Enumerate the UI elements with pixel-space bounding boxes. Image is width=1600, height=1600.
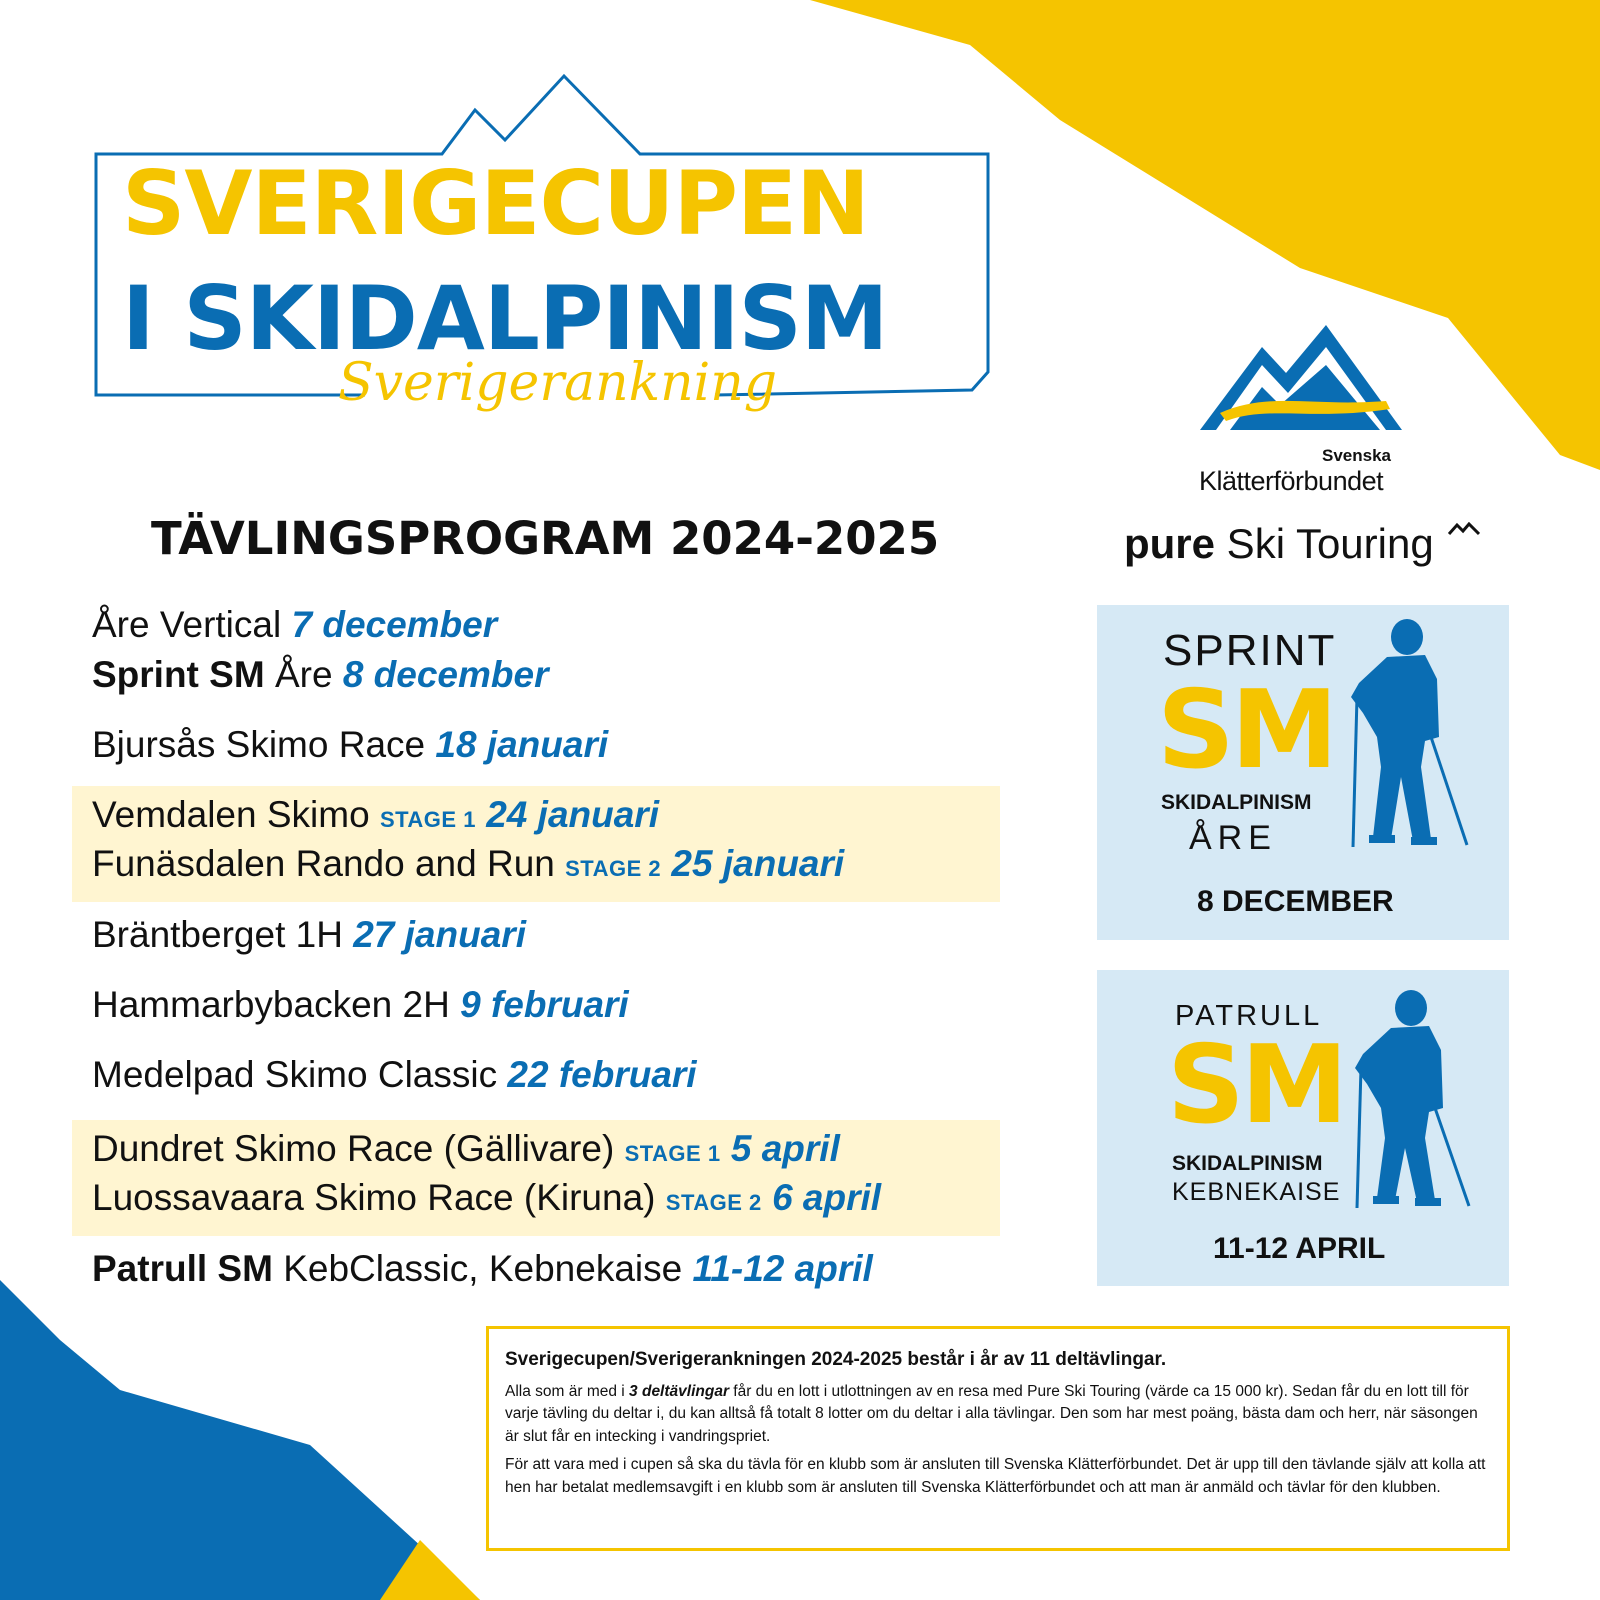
event-item: Bräntberget 1H 27 januari <box>92 914 526 955</box>
card-sport: SKIDALPINISM <box>1161 791 1312 814</box>
skier-icon <box>1329 617 1479 857</box>
info-box <box>486 1326 1510 1551</box>
title-script: Sverigerankning <box>338 353 778 413</box>
title-line-1: SVERIGECUPEN <box>122 152 869 255</box>
title-line-2: I SKIDALPINISM <box>122 267 888 370</box>
card-kind: PATRULL <box>1175 1000 1323 1032</box>
peaks-icon <box>1448 522 1480 536</box>
card-date: 11-12 APRIL <box>1213 1232 1386 1265</box>
event-item: Bjursås Skimo Race 18 januari <box>92 724 609 765</box>
program-heading: TÄVLINGSPROGRAM 2024-2025 <box>151 512 940 565</box>
federation-name-small: Svenska <box>1322 446 1391 465</box>
card-sm: SM <box>1167 1023 1345 1148</box>
event-item: Hammarbybacken 2H 9 februari <box>92 984 629 1025</box>
event-item: Luossavaara Skimo Race (Kiruna) STAGE 2 6 april <box>92 1177 882 1218</box>
event-item: Vemdalen Skimo STAGE 1 24 januari <box>92 794 659 835</box>
card-place: KEBNEKAISE <box>1172 1178 1341 1206</box>
sponsor-name-rest: Ski Touring <box>1215 520 1434 567</box>
skier-icon <box>1333 988 1483 1218</box>
event-item: Sprint SM Åre 8 december <box>92 654 549 695</box>
card-sport: SKIDALPINISM <box>1172 1152 1323 1175</box>
event-item: Dundret Skimo Race (Gällivare) STAGE 1 5 april <box>92 1128 840 1169</box>
event-item: Åre Vertical 7 december <box>92 604 498 645</box>
card-sm: SM <box>1157 668 1335 793</box>
blue-corner-shape <box>0 1280 480 1600</box>
sponsor-name-bold: pure <box>1124 520 1216 567</box>
patrull-sm-card <box>1097 970 1509 1286</box>
info-title: Sverigecupen/Sverigerankningen 2024-2025 består i år av 11 deltävlingar. <box>505 1349 1167 1370</box>
event-item: Medelpad Skimo Classic 22 februari <box>92 1054 697 1095</box>
info-paragraph-2: För att vara med i cupen så ska du tävla för en klubb som är ansluten till Svenska Klätterförbundet. Det är upp till den tävlande själv att kolla att hen har betalat medlemsavgift i en klubb som är ansluten till Svenska Klätterförbundet och att man är anmäld och tävlar för den klubben. <box>505 1456 1486 1496</box>
card-kind: SPRINT <box>1163 626 1337 675</box>
sprint-sm-card <box>1097 605 1509 940</box>
card-place: ÅRE <box>1189 819 1277 857</box>
event-item: Funäsdalen Rando and Run STAGE 2 25 januari <box>92 843 845 884</box>
info-paragraph-1: Alla som är med i 3 deltävlingar får du en lott i utlottningen av en resa med Pure Ski Touring (värde ca 15 000 kr). Sedan får du en lott till för varje tävling du deltar i, du kan alltså få totalt 8 lotter om du deltar i alla tävlingar. Den som har mest poäng, bästa dam och herr, när säsongen är slut får en intecking i vandringspriet. <box>505 1383 1478 1445</box>
event-item: Patrull SM KebClassic, Kebnekaise 11-12 april <box>92 1248 873 1289</box>
federation-name: Klätterförbundet <box>1199 466 1384 496</box>
card-date: 8 DECEMBER <box>1197 885 1394 918</box>
title-block <box>0 0 1000 450</box>
sponsor-logo <box>1124 520 1434 568</box>
